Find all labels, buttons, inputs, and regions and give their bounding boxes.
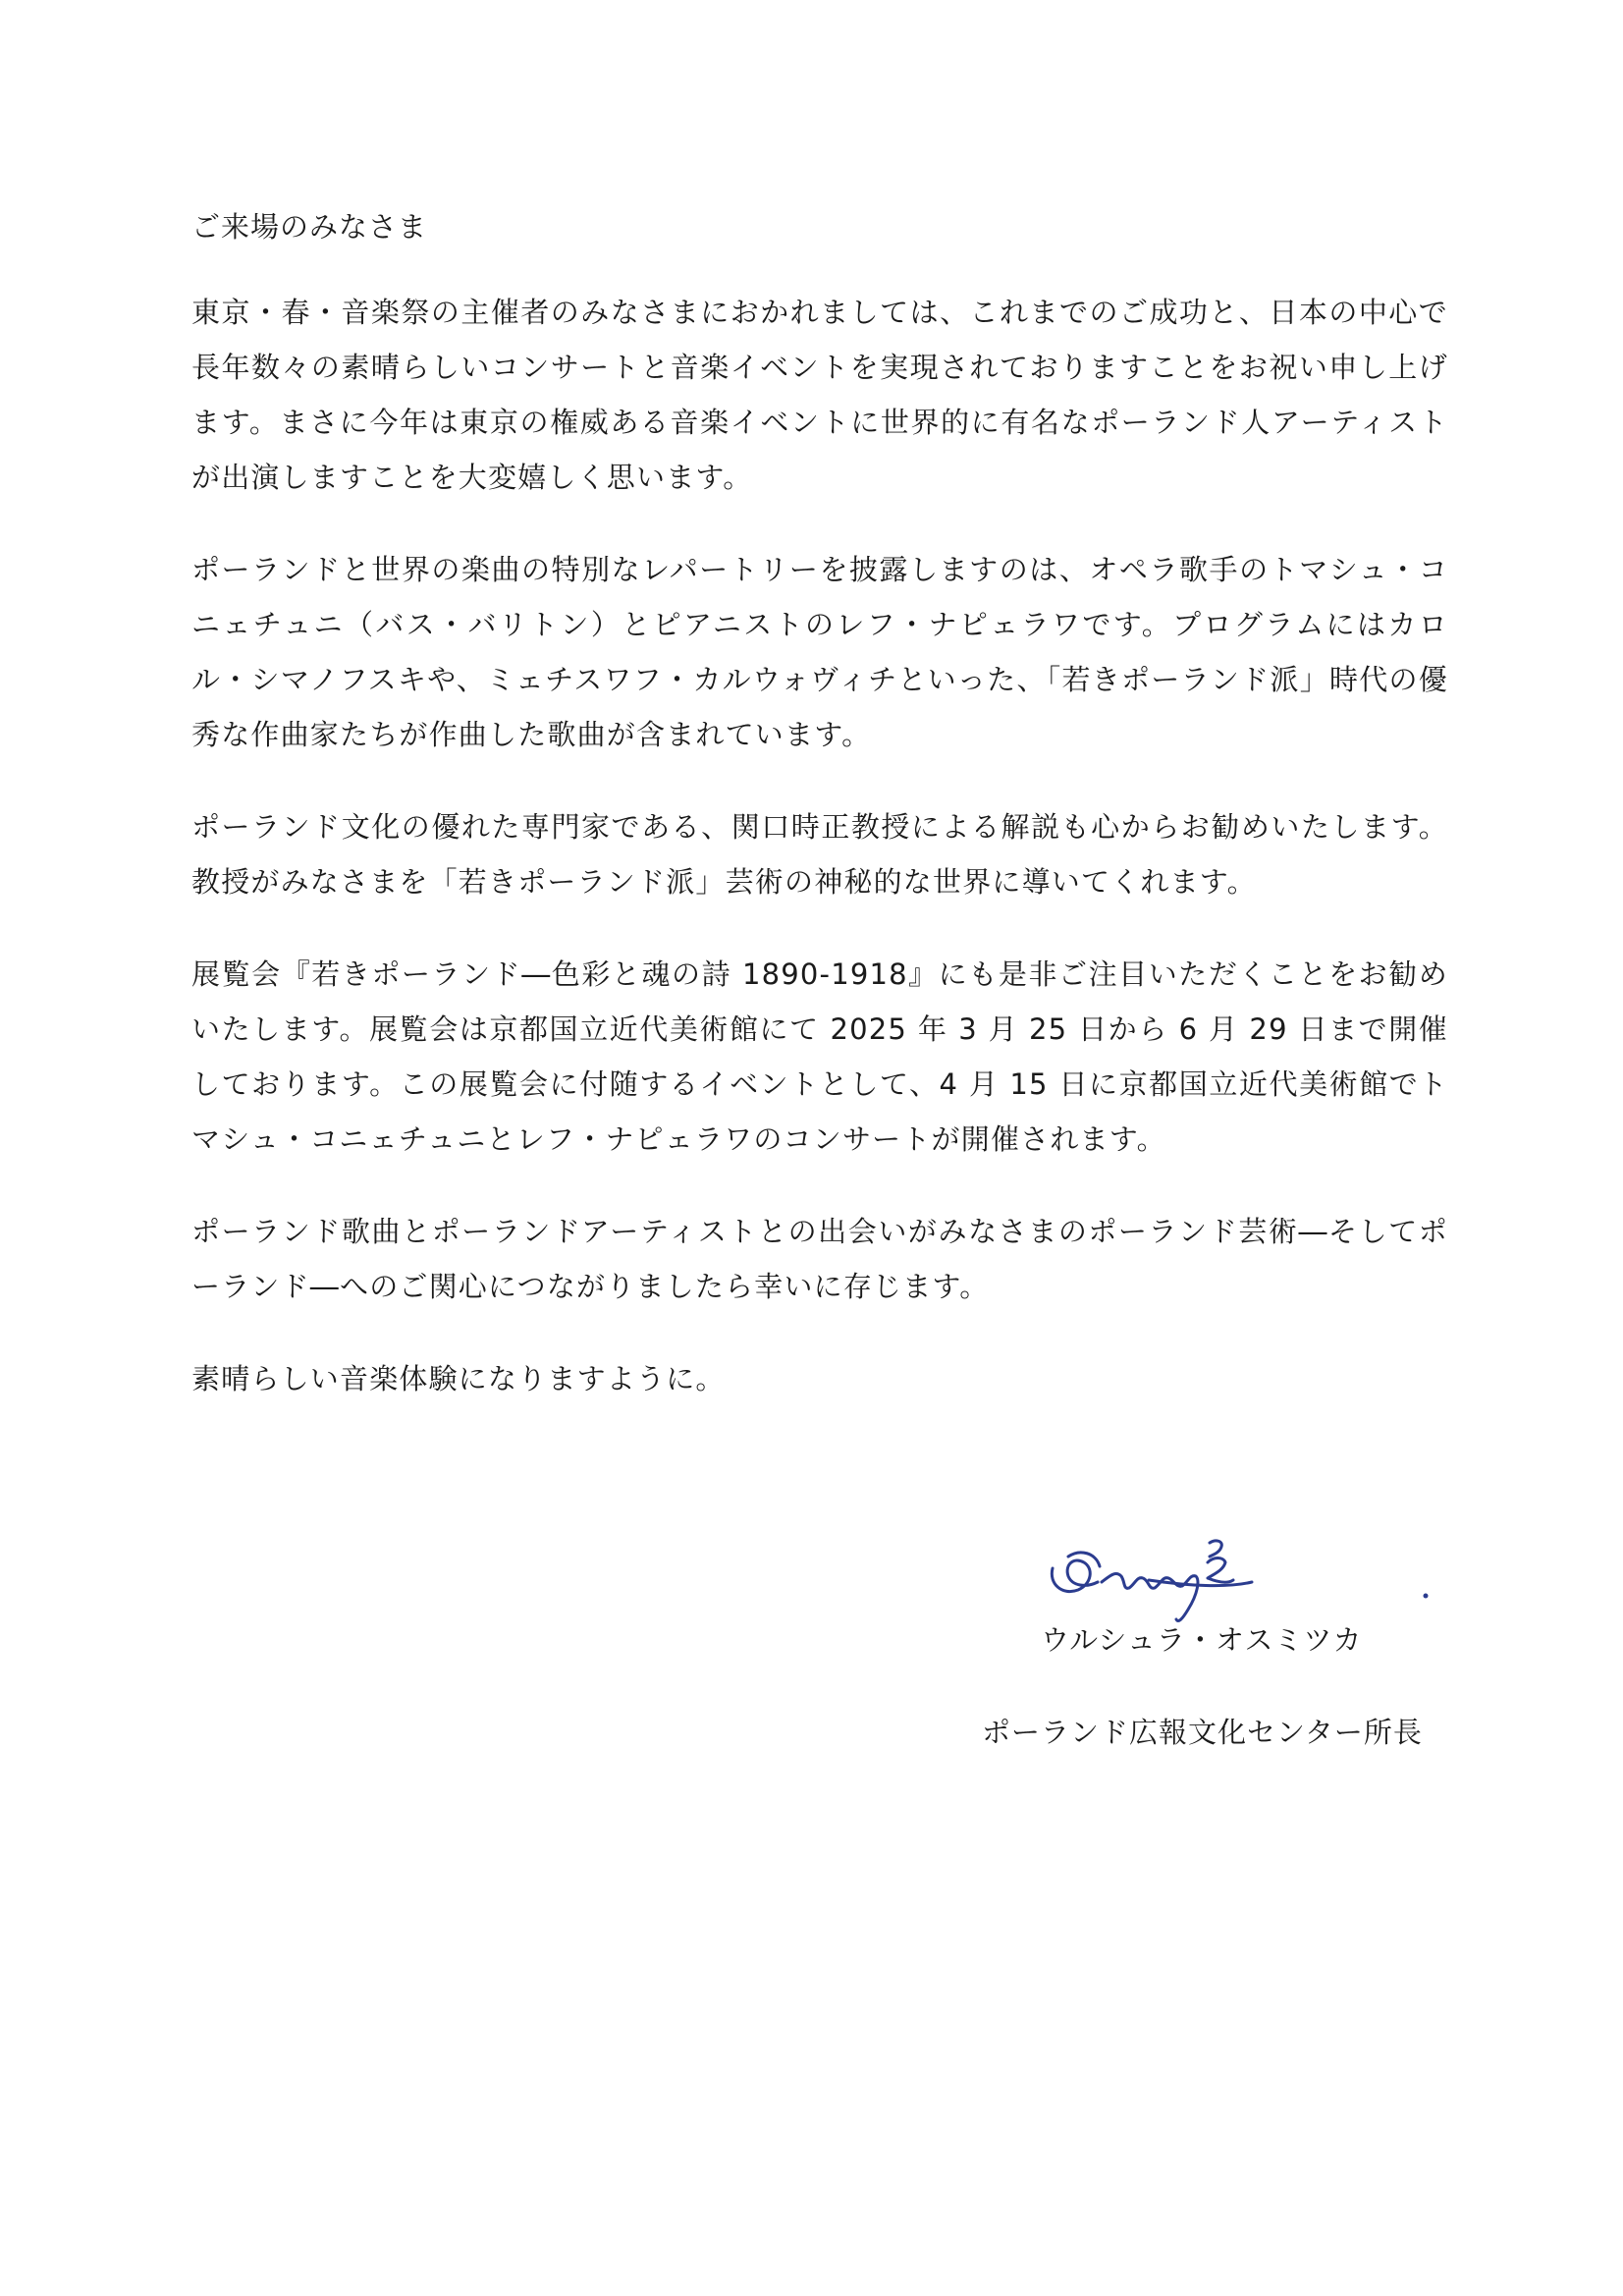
salutation: ご来場のみなさま — [191, 210, 428, 244]
paragraph-hope: ポーランド歌曲とポーランドアーティストとの出会いがみなさまのポーランド芸術―そしてポーランド―へのご関心につながりましたら幸いに存じます。 — [191, 1215, 1448, 1303]
paragraph-commentary: ポーランド文化の優れた専門家である、関口時正教授による解説も心からお勧めいたします。教授がみなさまを「若きポーランド派」芸術の神秘的な世界に導いてくれます。 — [191, 810, 1448, 899]
signer-name: ウルシュラ・オスミツカ — [1041, 1623, 1363, 1657]
paragraph-exhibition: 展覧会『若きポーランド―色彩と魂の詩 1890-1918』にも是非ご注目いただくことをお勧めいたします。展覧会は京都国立近代美術館にて 2025 年 3 月 25 日から 6 月 29 日まで開催しております。この展覧会に付随するイベントとして、4 月 15 日に京都国立近代美術館でトマシュ・コニェチュニとレフ・ナピェラワのコンサートが開催されます。 — [191, 957, 1448, 1156]
paragraph-closing: 素晴らしい音楽体験になりますように。 — [191, 1362, 726, 1395]
paragraph-congratulations: 東京・春・音楽祭の主催者のみなさまにおかれましては、これまでのご成功と、日本の中心で長年数々の素晴らしいコンサートと音楽イベントを実現されておりますことをお祝い申し上げます。まさに今年は東京の権威ある音楽イベントに世界的に有名なポーランド人アーティストが出演しますことを大変嬉しく思います。 — [191, 296, 1448, 494]
letter-body — [191, 202, 1448, 1444]
paragraph-program: ポーランドと世界の楽曲の特別なレパートリーを披露しますのは、オペラ歌手のトマシュ・コニェチュニ（バス・バリトン）とピアニストのレフ・ナピェラワです。プログラムにはカロル・シマノフスキや、ミェチスワフ・カルウォヴィチといった、「若きポーランド派」時代の優秀な作曲家たちが作曲した歌曲が含まれています。 — [191, 553, 1448, 751]
signer-title: ポーランド広報文化センター所長 — [982, 1716, 1423, 1749]
